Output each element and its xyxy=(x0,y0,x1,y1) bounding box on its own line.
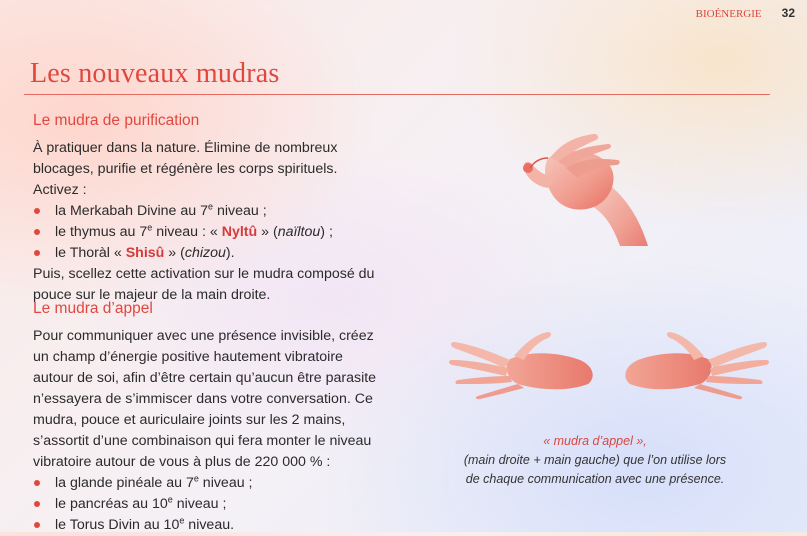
caption-title: « mudra d’appel », xyxy=(543,434,647,448)
bullet-dot-icon xyxy=(34,229,40,235)
appel-list xyxy=(33,473,383,536)
bullet-dot-icon xyxy=(34,501,40,507)
two-hands-mudra-illustration xyxy=(448,330,770,400)
list-item: la glande pinéale au 7e niveau ; xyxy=(33,473,383,494)
purification-intro: À pratiquer dans la nature. Élimine de nombreux blocages, purifie et régénère les corps spirituels. Activez : xyxy=(33,140,338,198)
bullet-dot-icon xyxy=(34,208,40,214)
appel-heading: Le mudra d’appel xyxy=(33,300,153,317)
purification-list xyxy=(33,201,383,264)
appel-section xyxy=(33,300,383,536)
caption-line-1: (main droite + main gauche) que l’on utilise lors xyxy=(463,453,727,467)
pronunciation: chizou xyxy=(184,245,226,261)
list-item: le pancréas au 10e niveau ; xyxy=(33,494,383,515)
bullet-dot-icon xyxy=(34,250,40,256)
bullet-dot-icon xyxy=(34,480,40,486)
pronunciation: naïltou xyxy=(277,224,321,240)
right-hand-icon xyxy=(625,332,769,399)
purification-section xyxy=(33,112,383,306)
list-item: le Torus Divin au 10e niveau. xyxy=(33,515,383,536)
page-title: Les nouveaux mudras xyxy=(30,58,280,89)
purification-outro: Puis, scellez cette activation sur le mudra composé du pouce sur le majeur de la main droite. xyxy=(33,266,375,303)
bullet-dot-icon xyxy=(34,522,40,528)
right-hand-mudra-illustration xyxy=(508,128,668,248)
mantra: Shisû xyxy=(125,245,165,261)
title-rule xyxy=(24,94,770,95)
list-item: le Thoràl « Shisû » (chizou). xyxy=(33,243,383,264)
section-name: BIOÉNERGIE xyxy=(695,8,762,20)
list-item: le thymus au 7e niveau : « Nyltû » (naïltou) ; xyxy=(33,222,383,243)
page-number: 32 xyxy=(781,6,795,20)
running-head xyxy=(696,6,795,20)
purification-heading: Le mudra de purification xyxy=(33,112,200,129)
mantra: Nyltû xyxy=(221,224,258,240)
left-hand-icon xyxy=(449,332,593,399)
caption-line-2: de chaque communication avec une présence. xyxy=(465,472,725,486)
illustration-caption xyxy=(430,432,760,489)
appel-intro: Pour communiquer avec une présence invisible, créez un champ d’énergie positive hautement vibratoire autour de soi, afin d’être certain qu’aucun être parasite n’essayera de s’immiscer dans votre conversation. Ce mudra, pouce et auriculaire joints sur les 2 mains, s’assortit d’une combinaison qui fera monter le niveau vibratoire autour de vous à plus de 220 000 % : xyxy=(33,328,377,470)
list-item: la Merkabah Divine au 7e niveau ; xyxy=(33,201,383,222)
